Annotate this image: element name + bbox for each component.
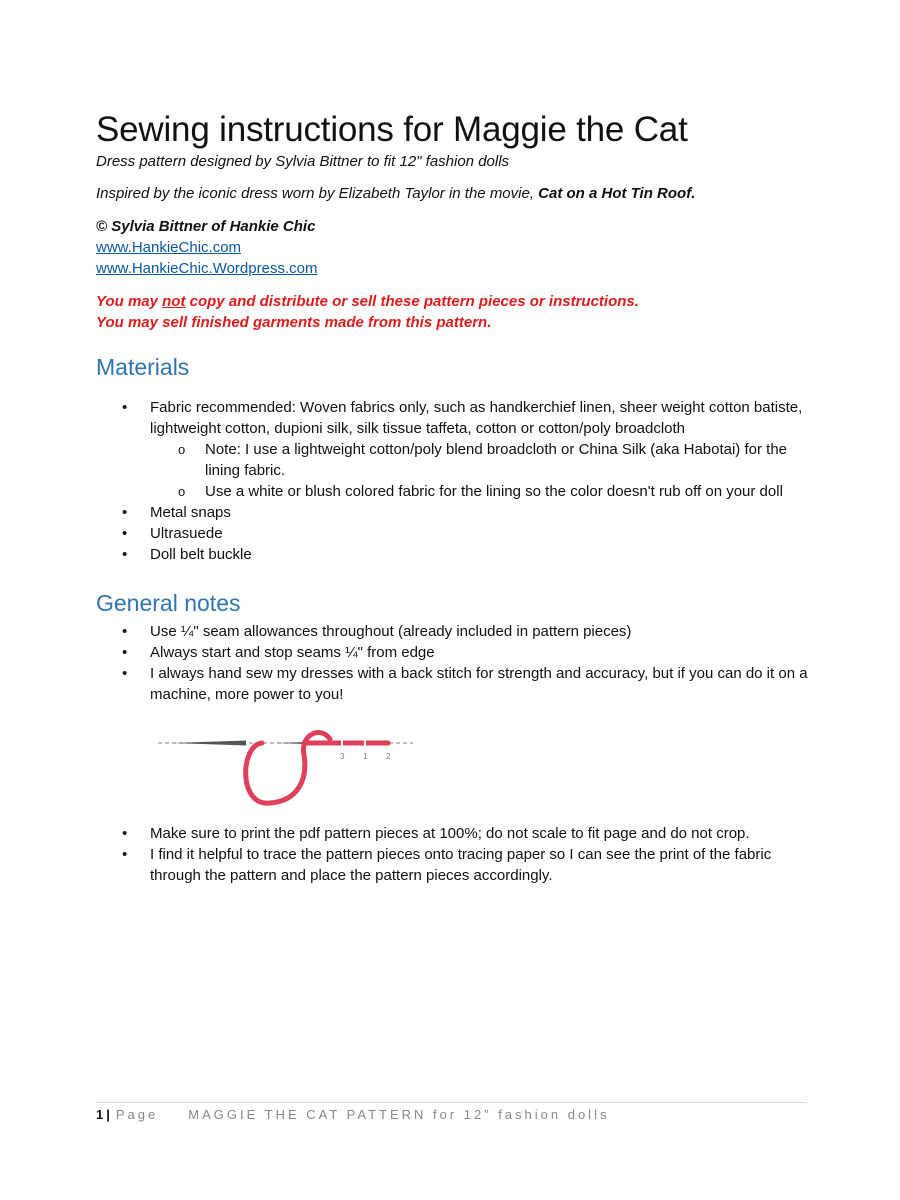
stitch-label-1: 1 [363, 752, 368, 761]
stitch-label-2: 2 [386, 752, 391, 761]
warning-line-1 [96, 291, 816, 312]
page-title: Sewing instructions for Maggie the Cat [96, 110, 688, 149]
needle-tip-icon [172, 741, 246, 746]
list-item: o Use a white or blush colored fabric for the lining so the color doesn't rub off on your doll [150, 481, 816, 502]
list-item: • Metal snaps [96, 502, 816, 523]
warning-text: You may [96, 293, 163, 310]
fabric-recommendation: Fabric recommended: Woven fabrics only, such as handkerchief linen, sheer weight cotton batiste, lightweight cotton, dupioni silk, silk tissue taffeta, cotton or cotton/poly broadcloth [150, 399, 803, 437]
list-item: • Doll belt buckle [96, 544, 816, 565]
list-item: • I find it helpful to trace the pattern pieces onto tracing paper so I can see the print of the fabric through the pattern and place the pattern pieces accordingly. [96, 844, 816, 886]
general-notes-list-continued [96, 823, 816, 886]
list-item: • Use ¼" seam allowances throughout (already included in pattern pieces) [96, 621, 816, 642]
movie-title: Cat on a Hot Tin Roof. [538, 185, 696, 202]
running-title: MAGGIE THE CAT PATTERN for 12” fashion dolls [188, 1107, 610, 1122]
document-page [96, 108, 816, 886]
page-label: Page [115, 1107, 159, 1122]
page-number: 1 [96, 1107, 104, 1122]
footer-separator: | [106, 1107, 110, 1122]
inspiration-note [96, 184, 816, 204]
list-item: • Make sure to print the pdf pattern pieces at 100%; do not scale to fit page and do not crop. [96, 823, 816, 844]
blog-link[interactable]: www.HankieChic.Wordpress.com [96, 260, 318, 277]
list-item: o Note: I use a lightweight cotton/poly blend broadcloth or China Silk (aka Habotai) for the lining fabric. [150, 439, 816, 481]
general-notes-heading: General notes [96, 590, 241, 616]
copyright-warning [96, 291, 816, 333]
page-footer [96, 1102, 806, 1124]
list-item [96, 397, 816, 502]
general-notes-list [96, 621, 816, 705]
list-item: • I always hand sew my dresses with a back stitch for strength and accuracy, but if you can do it on a machine, more power to you! [96, 663, 816, 705]
list-item: • Always start and stop seams ¼" from edge [96, 642, 816, 663]
warning-text: copy and distribute or sell these pattern pieces or instructions. [185, 293, 639, 310]
materials-list [96, 397, 816, 565]
list-item: • Ultrasuede [96, 523, 816, 544]
subtitle: Dress pattern designed by Sylvia Bittner to fit 12" fashion dolls [96, 153, 510, 170]
back-stitch-diagram [158, 717, 428, 807]
website-link[interactable]: www.HankieChic.com [96, 239, 242, 256]
warning-line-2: You may sell finished garments made from this pattern. [96, 314, 492, 331]
copyright-line: © Sylvia Bittner of Hankie Chic [96, 218, 316, 235]
warning-emphasis: not [162, 293, 186, 310]
fabric-notes-list [150, 439, 816, 502]
stitch-label-3: 3 [340, 752, 345, 761]
inspiration-text: Inspired by the iconic dress worn by Elizabeth Taylor in the movie, [96, 185, 539, 202]
materials-heading: Materials [96, 354, 190, 380]
